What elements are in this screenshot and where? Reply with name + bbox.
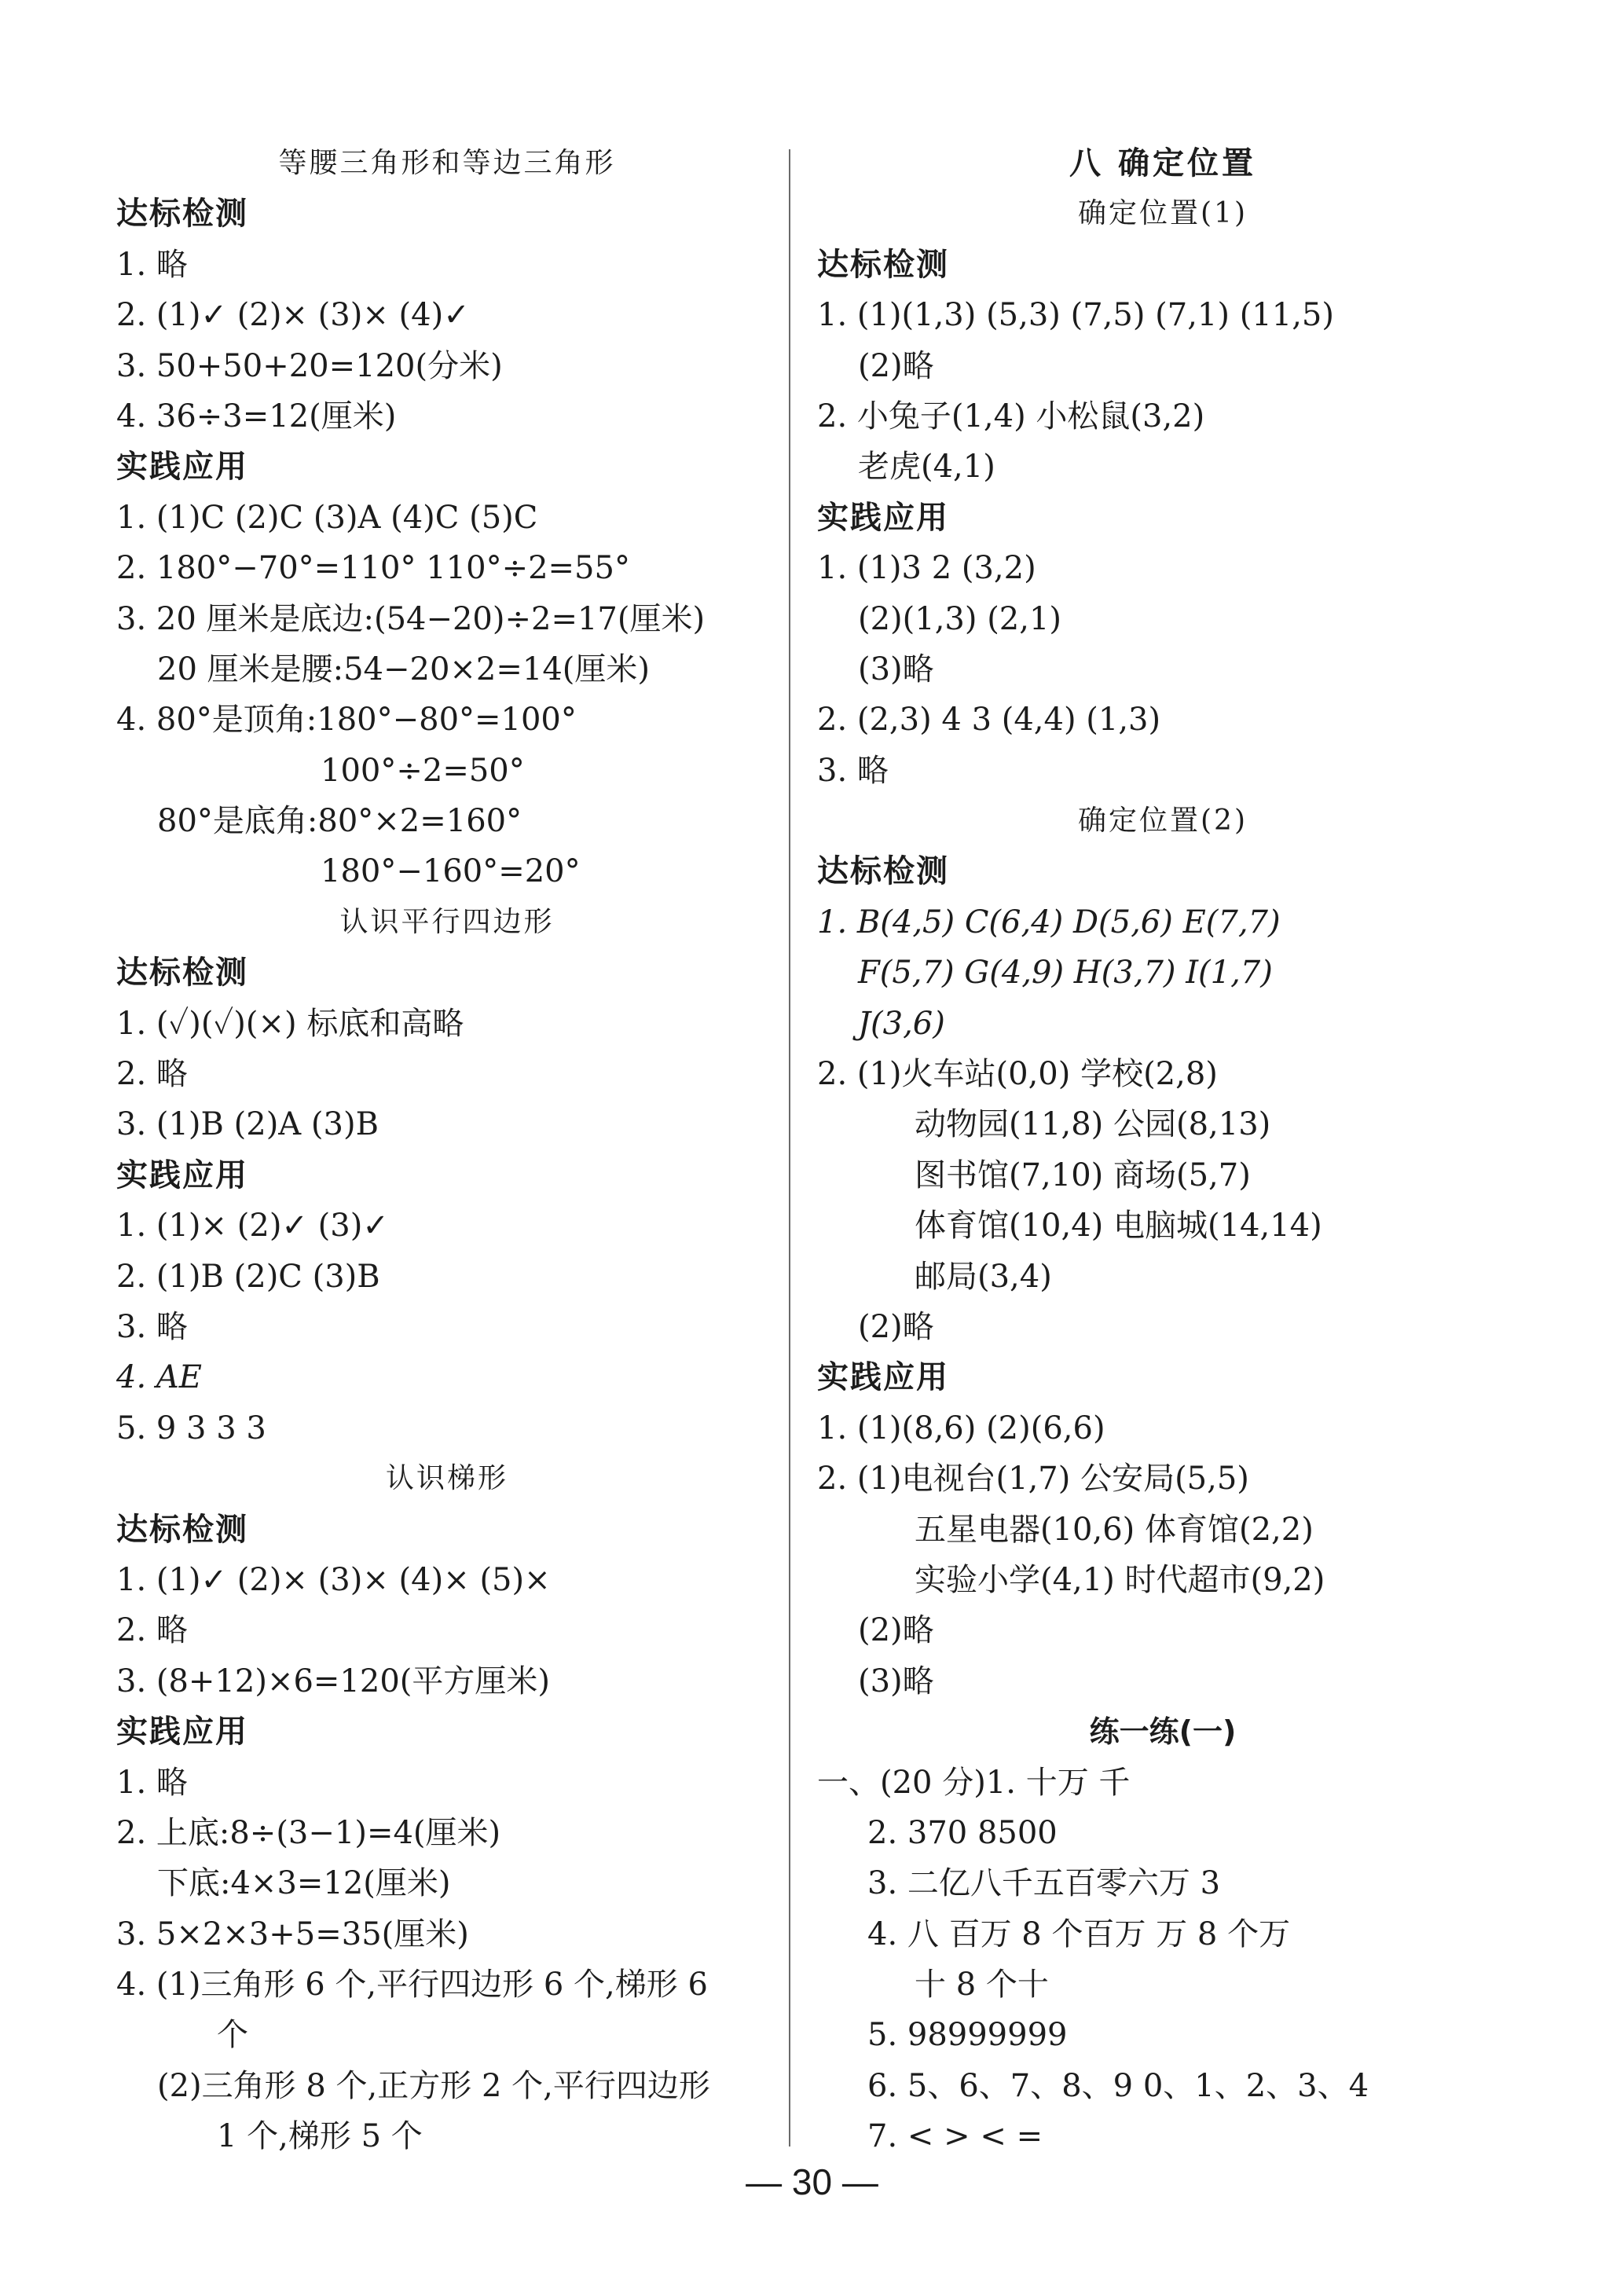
answer-line: F(5,7) G(4,9) H(3,7) I(1,7) [858, 955, 1273, 992]
answer-line: 2. 略 [116, 1612, 188, 1649]
answer-line: 下底:4×3=12(厘米) [157, 1865, 451, 1902]
answer-line: 3. (8+12)×6=120(平方厘米) [116, 1663, 550, 1699]
answer-line: 2. 略 [116, 1056, 188, 1093]
answer-line: 3. 二亿八千五百零六万 3 [867, 1865, 1221, 1902]
answer-line: 4. 36÷3=12(厘米) [116, 398, 397, 434]
answer-line: 五星电器(10,6) 体育馆(2,2) [915, 1511, 1314, 1548]
answer-line: 5. 9 3 3 3 [116, 1410, 266, 1446]
answer-line: 100°÷2=50° [321, 752, 525, 789]
answer-line: 十 8 个十 [915, 1967, 1049, 2004]
answer-line: (2)略 [858, 347, 934, 384]
exercise-title: 练一练(一) [1089, 1714, 1237, 1750]
answer-line: 1. (1)× (2)✓ (3)✓ [116, 1208, 389, 1245]
answer-line: 1. (✓)(✓)(×) 标底和高略 [116, 1005, 464, 1042]
subsection-heading: 达标检测 [116, 955, 248, 992]
answer-line: 老虎(4,1) [858, 449, 995, 486]
chapter-title: 八 确定位置 [1069, 145, 1256, 181]
right-column [817, 138, 1509, 2162]
answer-line: 1. (1)✓ (2)× (3)× (4)× (5)× [116, 1561, 551, 1598]
answer-line: 3. 20 厘米是底边:(54−20)÷2=17(厘米) [116, 600, 706, 637]
column-divider [789, 149, 790, 2147]
subsection-heading: 实践应用 [116, 1714, 248, 1751]
subsection-heading: 达标检测 [116, 1511, 248, 1548]
answer-line: (2)略 [858, 1308, 934, 1345]
answer-line: 1. 略 [116, 246, 188, 283]
answer-line: 个 [217, 2017, 248, 2054]
section-title: 认识梯形 [385, 1462, 508, 1495]
answer-line: 6. 5、6、7、8、9 0、1、2、3、4 [867, 2067, 1369, 2104]
answer-line: 2. 小兔子(1,4) 小松鼠(3,2) [817, 398, 1205, 434]
answer-line: 1. (1)(1,3) (5,3) (7,5) (7,1) (11,5) [817, 297, 1334, 334]
answer-line: 7. < > < = [867, 2118, 1043, 2155]
answer-line: 动物园(11,8) 公园(8,13) [915, 1106, 1271, 1143]
answer-line: (2)略 [858, 1612, 934, 1649]
subsection-heading: 实践应用 [116, 449, 248, 486]
answer-line: 2. (1)电视台(1,7) 公安局(5,5) [817, 1461, 1249, 1498]
answer-line: 20 厘米是腰:54−20×2=14(厘米) [157, 651, 650, 687]
answer-line: 3. 50+50+20=120(分米) [116, 347, 503, 384]
answer-line: 3. (1)B (2)A (3)B [116, 1106, 379, 1143]
answer-line: 2. 370 8500 [867, 1814, 1058, 1851]
answer-line: 4. AE [116, 1359, 202, 1396]
answer-line: 2. (1)火车站(0,0) 学校(2,8) [817, 1056, 1218, 1093]
answer-line: 1. (1)C (2)C (3)A (4)C (5)C [116, 499, 538, 536]
answer-line: 体育馆(10,4) 电脑城(14,14) [915, 1208, 1322, 1245]
answer-line: 2. (1)✓ (2)× (3)× (4)✓ [116, 297, 470, 334]
answer-line: 4. 80°是顶角:180°−80°=100° [116, 702, 577, 739]
left-column [116, 138, 778, 2162]
section-title: 确定位置(1) [1078, 197, 1248, 230]
subsection-heading: 达标检测 [116, 196, 248, 233]
answer-line: 一、(20 分)1. 十万 千 [817, 1764, 1131, 1801]
subsection-heading: 达标检测 [817, 853, 949, 890]
answer-line: 3. 5×2×3+5=35(厘米) [116, 1916, 469, 1952]
subsection-heading: 实践应用 [817, 499, 949, 536]
answer-line: 图书馆(7,10) 商场(5,7) [915, 1157, 1251, 1193]
answer-line: 2. 180°−70°=110° 110°÷2=55° [116, 550, 630, 587]
answer-line: J(3,6) [858, 1005, 945, 1042]
answer-line: 1. (1)(8,6) (2)(6,6) [817, 1410, 1105, 1446]
section-title: 确定位置(2) [1078, 805, 1248, 838]
answer-line: (3)略 [858, 1663, 934, 1699]
answer-line: 邮局(3,4) [915, 1258, 1052, 1295]
answer-line: 2. 上底:8÷(3−1)=4(厘米) [116, 1814, 501, 1851]
page-number: — 30 — [746, 2161, 878, 2202]
subsection-heading: 实践应用 [116, 1157, 248, 1193]
answer-line: 3. 略 [116, 1308, 188, 1345]
answer-line: 4. 八 百万 8 个百万 万 8 个万 [867, 1916, 1291, 1952]
answer-line: (2)(1,3) (2,1) [858, 600, 1062, 637]
answer-line: 1. B(4,5) C(6,4) D(5,6) E(7,7) [817, 904, 1281, 940]
answer-line: 1 个,梯形 5 个 [217, 2118, 423, 2155]
section-title: 认识平行四边形 [339, 905, 555, 938]
answer-line: 3. 略 [817, 752, 889, 789]
answer-line: 实验小学(4,1) 时代超市(9,2) [915, 1561, 1325, 1598]
answer-line: 80°是底角:80°×2=160° [157, 803, 522, 840]
answer-line: 1. (1)3 2 (3,2) [817, 550, 1036, 587]
answer-line: 4. (1)三角形 6 个,平行四边形 6 个,梯形 6 [116, 1967, 708, 2004]
answer-line: 180°−160°=20° [321, 853, 581, 890]
subsection-heading: 达标检测 [817, 246, 949, 283]
answer-line: 2. (2,3) 4 3 (4,4) (1,3) [817, 702, 1161, 739]
subsection-heading: 实践应用 [817, 1359, 949, 1396]
answer-line: 2. (1)B (2)C (3)B [116, 1258, 380, 1295]
answer-line: 1. 略 [116, 1764, 188, 1801]
answer-line: (3)略 [858, 651, 934, 687]
answer-line: (2)三角形 8 个,正方形 2 个,平行四边形 [157, 2067, 710, 2104]
section-title: 等腰三角形和等边三角形 [278, 147, 616, 179]
answer-line: 5. 98999999 [867, 2017, 1068, 2054]
